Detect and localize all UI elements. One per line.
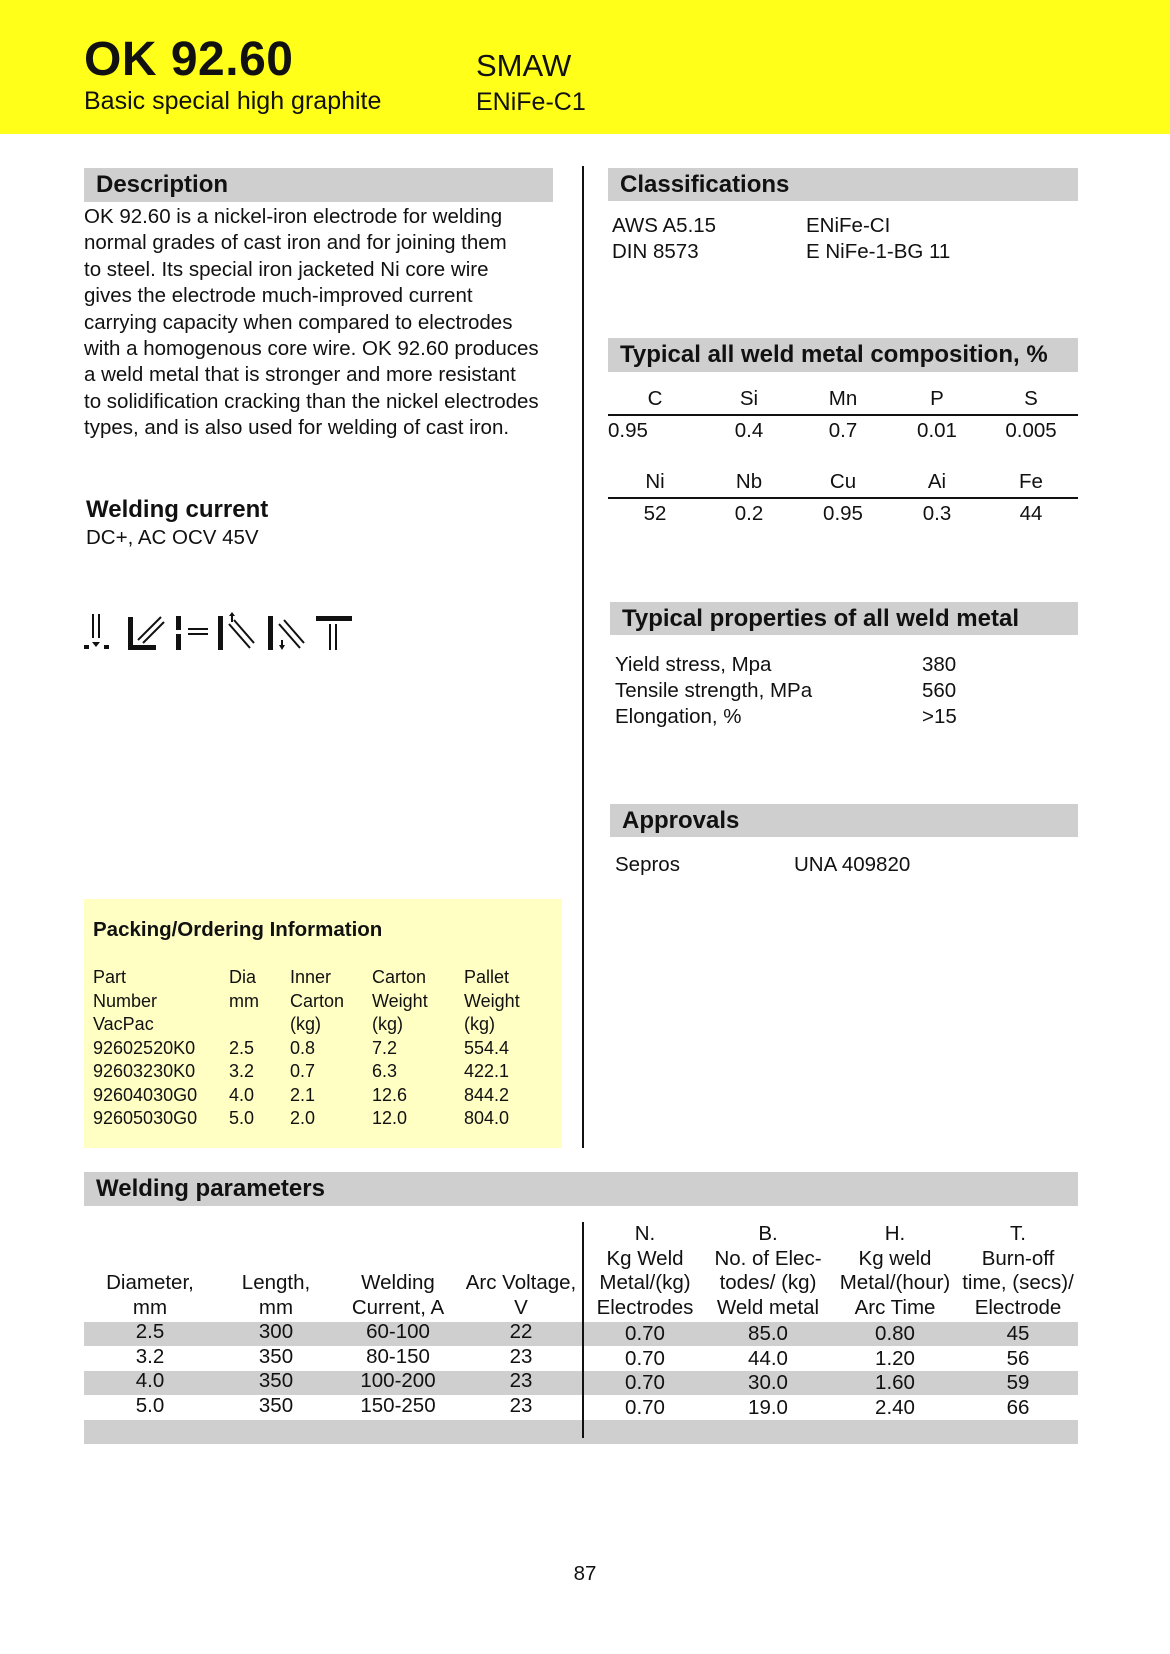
property-label: Tensile strength, MPa bbox=[615, 679, 813, 702]
element-value: 44 bbox=[1019, 502, 1043, 525]
classification-value: ENiFe-CI bbox=[806, 214, 891, 237]
col-length bbox=[226, 1320, 326, 1418]
process-type: SMAW bbox=[476, 48, 572, 83]
packing-table bbox=[93, 967, 544, 1132]
description-line: with a homogenous core wire. OK 92.60 produces bbox=[84, 337, 539, 361]
classification-standard: DIN 8573 bbox=[612, 240, 699, 263]
inner-carton: 0.8 bbox=[290, 1037, 316, 1058]
col-voltage bbox=[460, 1320, 582, 1418]
property-value: 380 bbox=[922, 653, 957, 676]
description-line: to steel. Its special iron jacketed Ni core wire bbox=[84, 257, 489, 281]
composition-values-row bbox=[608, 498, 1078, 529]
inner-carton: 2.0 bbox=[290, 1108, 316, 1128]
pallet-weight: 422.1 bbox=[464, 1061, 510, 1081]
inner-carton: 0.7 bbox=[290, 1061, 316, 1081]
element-value: 0.4 bbox=[734, 419, 764, 442]
welding-current-heading: Welding current bbox=[86, 496, 269, 523]
element-label: Si bbox=[702, 384, 796, 415]
packing-header-cell: mm bbox=[229, 990, 259, 1011]
carton-weight: 6.3 bbox=[372, 1061, 398, 1081]
table-cell: 4.0 bbox=[135, 1369, 165, 1392]
packing-heading: Packing/Ordering Information bbox=[93, 918, 383, 941]
property-label: Elongation, % bbox=[615, 705, 742, 728]
inner-carton: 2.1 bbox=[290, 1084, 316, 1105]
table-cell: 300 bbox=[258, 1320, 294, 1343]
table-cell: 350 bbox=[258, 1369, 294, 1392]
diameter: 2.5 bbox=[229, 1037, 255, 1058]
welding-current-value: DC+, AC OCV 45V bbox=[86, 526, 259, 549]
element-label: Ai bbox=[890, 467, 984, 498]
packing-header-cell: Part bbox=[93, 967, 127, 987]
col-header-length: Length, mm bbox=[241, 1271, 311, 1319]
table-cell: 80-150 bbox=[366, 1344, 430, 1368]
element-value: 0.7 bbox=[828, 419, 858, 442]
col-t bbox=[956, 1322, 1080, 1420]
element-label: S bbox=[984, 384, 1078, 415]
diameter: 5.0 bbox=[229, 1108, 255, 1128]
table-cell: 66 bbox=[1006, 1395, 1030, 1419]
properties-heading: Typical properties of all weld metal bbox=[610, 602, 1078, 635]
packing-header-cell: (kg) bbox=[372, 1014, 403, 1034]
property-label: Yield stress, Mpa bbox=[615, 653, 772, 676]
description-line: a weld metal that is stronger and more resistant bbox=[84, 363, 516, 387]
table-cell: 0.70 bbox=[625, 1395, 665, 1419]
carton-weight: 7.2 bbox=[372, 1037, 398, 1058]
table-cell: 45 bbox=[1006, 1322, 1030, 1345]
classification-value: E NiFe-1-BG 11 bbox=[806, 240, 951, 263]
table-cell: 60-100 bbox=[366, 1320, 430, 1343]
table-cell: 0.70 bbox=[625, 1346, 665, 1370]
diameter: 4.0 bbox=[229, 1084, 255, 1105]
col-h bbox=[830, 1322, 960, 1420]
table-cell: 1.20 bbox=[875, 1346, 915, 1370]
packing-header-cell bbox=[229, 1014, 290, 1038]
row-band bbox=[84, 1420, 1078, 1444]
packing-header-row bbox=[93, 967, 544, 991]
element-label: Mn bbox=[796, 384, 890, 415]
pallet-weight: 804.0 bbox=[464, 1108, 510, 1128]
packing-header-cell: Inner bbox=[290, 967, 332, 987]
col-header-h: H. Kg weld Metal/(hour) Arc Time bbox=[839, 1222, 951, 1319]
col-diameter bbox=[84, 1320, 216, 1418]
part-number: 92602520K0 bbox=[93, 1037, 196, 1058]
welding-parameters-heading: Welding parameters bbox=[84, 1172, 1078, 1206]
approval-value: UNA 409820 bbox=[794, 853, 911, 876]
packing-header-cell: (kg) bbox=[464, 1014, 495, 1034]
col-header-n: N. Kg Weld Metal/(kg) Electrodes bbox=[596, 1222, 694, 1319]
parameters-divider bbox=[582, 1222, 584, 1438]
table-cell: 30.0 bbox=[748, 1371, 788, 1394]
column-divider bbox=[582, 166, 584, 1148]
element-value: 0.95 bbox=[608, 419, 648, 442]
carton-weight: 12.6 bbox=[372, 1084, 408, 1105]
approval-body: Sepros bbox=[615, 853, 680, 876]
classification-standard: AWS A5.15 bbox=[612, 214, 717, 237]
composition-heading: Typical all weld metal composition, % bbox=[608, 338, 1078, 372]
table-cell: 1.60 bbox=[875, 1371, 915, 1394]
element-label: Cu bbox=[796, 467, 890, 498]
element-value: 0.2 bbox=[734, 502, 764, 525]
element-value: 0.005 bbox=[1005, 419, 1057, 442]
diameter: 3.2 bbox=[229, 1061, 255, 1081]
packing-header-cell: Carton bbox=[290, 990, 345, 1011]
description-line: normal grades of cast iron and for joining them bbox=[84, 231, 507, 255]
classifications-heading: Classifications bbox=[608, 168, 1078, 201]
packing-header-row bbox=[93, 991, 544, 1015]
table-row bbox=[93, 1108, 544, 1132]
table-cell: 85.0 bbox=[748, 1322, 788, 1345]
table-row bbox=[93, 1061, 544, 1085]
col-header-diameter: Diameter, mm bbox=[106, 1271, 194, 1319]
header-classification: ENiFe-C1 bbox=[476, 88, 586, 116]
description-heading: Description bbox=[84, 168, 553, 202]
element-label: P bbox=[890, 384, 984, 415]
packing-header-cell: Carton bbox=[372, 967, 427, 987]
pallet-weight: 844.2 bbox=[464, 1084, 510, 1105]
part-number: 92605030G0 bbox=[93, 1108, 198, 1128]
description-text bbox=[84, 204, 564, 442]
table-cell: 100-200 bbox=[360, 1369, 436, 1392]
packing-header-cell: Number bbox=[93, 990, 158, 1011]
table-cell: 23 bbox=[509, 1393, 533, 1417]
description-line: types, and is also used for welding of cast iron. bbox=[84, 416, 510, 440]
table-cell: 2.40 bbox=[875, 1395, 915, 1419]
col-b bbox=[706, 1322, 830, 1420]
carton-weight: 12.0 bbox=[372, 1108, 408, 1128]
table-cell: 44.0 bbox=[748, 1346, 788, 1370]
pallet-weight: 554.4 bbox=[464, 1037, 510, 1058]
table-cell: 350 bbox=[258, 1344, 294, 1368]
table-cell: 5.0 bbox=[135, 1393, 165, 1417]
page-number: 87 bbox=[573, 1562, 597, 1585]
composition-elements-row bbox=[608, 384, 1078, 415]
packing-header-cell: Pallet bbox=[464, 967, 510, 987]
element-label: Nb bbox=[702, 467, 796, 498]
composition-table-1 bbox=[608, 384, 1078, 446]
element-value: 0.01 bbox=[917, 419, 957, 442]
table-row bbox=[93, 1085, 544, 1109]
table-cell: 19.0 bbox=[748, 1395, 788, 1419]
col-header-b: B. No. of Elec- todes/ (kg) Weld metal bbox=[714, 1222, 822, 1319]
part-number: 92604030G0 bbox=[93, 1084, 198, 1105]
element-value: 0.95 bbox=[823, 502, 863, 525]
element-value: 52 bbox=[643, 502, 667, 525]
table-cell: 56 bbox=[1006, 1346, 1030, 1370]
element-label: C bbox=[608, 384, 702, 415]
table-cell: 0.70 bbox=[625, 1371, 665, 1394]
table-cell: 59 bbox=[1006, 1371, 1030, 1394]
element-value: 0.3 bbox=[922, 502, 952, 525]
description-line: to solidification cracking than the nickel electrodes bbox=[84, 389, 539, 413]
element-label: Ni bbox=[608, 467, 702, 498]
col-current bbox=[336, 1320, 460, 1418]
composition-elements-row bbox=[608, 467, 1078, 498]
table-cell: 22 bbox=[509, 1320, 533, 1343]
property-value: >15 bbox=[922, 705, 957, 728]
property-value: 560 bbox=[922, 679, 957, 702]
table-row bbox=[93, 1038, 544, 1062]
table-cell: 23 bbox=[509, 1344, 533, 1368]
col-header-voltage: Arc Voltage, V bbox=[465, 1271, 577, 1319]
composition-table-2 bbox=[608, 467, 1078, 529]
part-number: 92603230K0 bbox=[93, 1061, 196, 1081]
packing-header-cell: Weight bbox=[372, 990, 428, 1011]
col-n bbox=[586, 1322, 704, 1420]
composition-values-row bbox=[608, 415, 1078, 446]
welding-position-pictograms-icon bbox=[84, 612, 374, 659]
table-cell: 0.70 bbox=[625, 1322, 665, 1345]
table-cell: 2.5 bbox=[135, 1320, 165, 1343]
product-subtitle: Basic special high graphite bbox=[84, 87, 382, 115]
packing-header-cell: VacPac bbox=[93, 1014, 154, 1034]
description-line: gives the electrode much-improved current bbox=[84, 284, 473, 308]
packing-header-row bbox=[93, 1014, 544, 1038]
table-cell: 0.80 bbox=[875, 1322, 915, 1345]
packing-header-cell: Weight bbox=[464, 990, 520, 1011]
table-cell: 23 bbox=[509, 1369, 533, 1392]
col-header-current: Welding Current, A bbox=[351, 1271, 445, 1319]
product-name: OK 92.60 bbox=[84, 33, 294, 86]
description-line: carrying capacity when compared to electrodes bbox=[84, 310, 513, 334]
approvals-heading: Approvals bbox=[610, 804, 1078, 837]
table-cell: 150-250 bbox=[360, 1393, 436, 1417]
col-header-t: T. Burn-off time, (secs)/ Electrode bbox=[962, 1222, 1074, 1319]
table-cell: 3.2 bbox=[135, 1344, 165, 1368]
table-cell: 350 bbox=[258, 1393, 294, 1417]
packing-header-cell: (kg) bbox=[290, 1014, 321, 1034]
packing-header-cell: Dia bbox=[229, 967, 257, 987]
element-label: Fe bbox=[984, 467, 1078, 498]
description-line: OK 92.60 is a nickel-iron electrode for welding bbox=[84, 205, 503, 228]
